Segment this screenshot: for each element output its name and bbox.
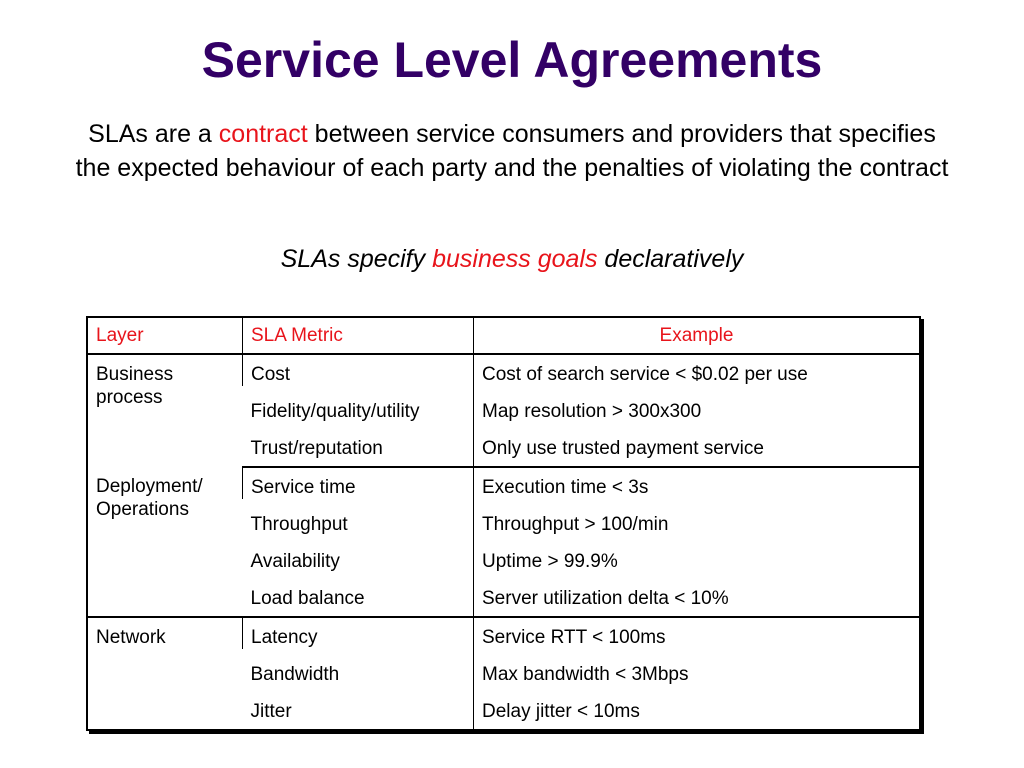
table-row — [87, 354, 920, 386]
table-row — [87, 467, 920, 499]
example-cell: Server utilization delta < 10% — [474, 573, 921, 617]
metric-cell: Availability — [250, 551, 340, 572]
metric-cell: Service time — [243, 467, 474, 499]
metric-cell: Trust/reputation — [243, 423, 474, 467]
metric-cell: Load balance — [243, 573, 474, 617]
header-sla-metric: SLA Metric — [243, 317, 474, 354]
example-cell: Cost of search service < $0.02 per use — [474, 354, 921, 386]
metric-cell: Throughput — [250, 514, 348, 535]
example-cell: Execution time < 3s — [474, 467, 921, 499]
tagline-text-post: declaratively — [597, 245, 744, 273]
example-cell: Delay jitter < 10ms — [474, 686, 921, 730]
metric-cell: Jitter — [250, 701, 292, 722]
tagline-text-pre: SLAs specify — [280, 245, 433, 273]
slide-title: Service Level Agreements — [201, 32, 823, 88]
example-cell: Max bandwidth < 3Mbps — [474, 649, 921, 686]
header-layer: Layer — [87, 317, 243, 354]
intro-highlight: contract — [218, 120, 308, 148]
layer-cell-deployment-operations: Deployment/ Operations — [87, 467, 243, 617]
example-cell: Only use trusted payment service — [474, 423, 921, 467]
header-example: Example — [474, 317, 921, 354]
layer-cell-business-process: Business process — [96, 364, 174, 408]
intro-paragraph — [70, 117, 954, 185]
metric-cell: Bandwidth — [250, 664, 340, 685]
example-cell: Service RTT < 100ms — [474, 617, 921, 649]
table-header-row — [87, 317, 920, 354]
intro-text-post: between service consumers and providers that specifies the expected behaviour of each party and the penalties of violating the contract — [75, 120, 949, 182]
tagline — [0, 242, 1024, 276]
intro-text-pre: SLAs are a — [88, 120, 219, 148]
example-cell: Uptime > 99.9% — [474, 536, 921, 573]
layer-cell-network: Network — [96, 627, 166, 648]
metric-cell: Fidelity/quality/utility — [250, 401, 420, 422]
tagline-highlight: business goals — [432, 245, 598, 273]
example-cell: Throughput > 100/min — [474, 499, 921, 536]
metric-cell: Cost — [243, 354, 474, 386]
sla-table — [86, 316, 921, 731]
example-cell: Map resolution > 300x300 — [474, 386, 921, 423]
metric-cell: Latency — [243, 617, 474, 649]
table-row — [87, 617, 920, 649]
